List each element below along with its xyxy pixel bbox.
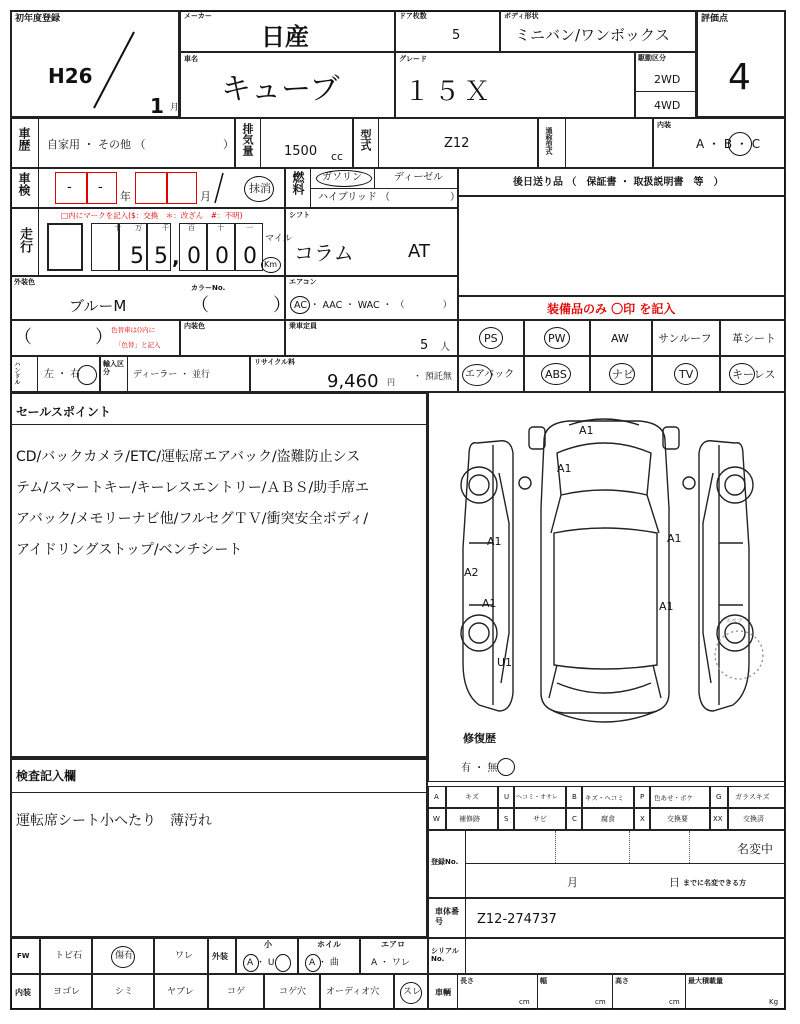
serial-label: シリアルNo. <box>431 947 459 964</box>
digit-box-2: 万 5 <box>119 223 147 271</box>
aircon-value: AC ・ AAC ・ WAC ・ （ ） <box>294 300 453 311</box>
equip-sunroof: サンルーフ <box>652 320 720 356</box>
legend-code-b: B <box>566 786 582 808</box>
damage-mark-roof-front: A1 <box>579 424 594 437</box>
handle-label: ハンドル <box>13 361 20 385</box>
dim-div-3 <box>612 975 613 1009</box>
legend-code-g: G <box>710 786 728 808</box>
import-label: 輸入区分 <box>103 360 124 376</box>
sales-point-label: セールスポイント <box>16 405 111 419</box>
equipment-row-1 <box>458 320 786 356</box>
equip-ps: PS <box>458 320 524 356</box>
model-name-label: 車名 <box>184 55 198 63</box>
equip-abs: ABS <box>524 356 590 392</box>
legend-code-a: A <box>428 786 446 808</box>
expired-circle <box>244 176 274 202</box>
mileage-digits <box>91 223 263 271</box>
score-label: 評価点 <box>701 14 729 24</box>
shift-type: AT <box>408 241 430 262</box>
maker-label: メーカー <box>184 12 212 20</box>
equip-navi: ナビ <box>590 356 652 392</box>
mileage-cell <box>10 208 292 276</box>
mileage-big-box <box>47 223 83 271</box>
legend-desc-c: 腐食 <box>582 808 634 830</box>
repair-history-value: 有 ・ 無 <box>461 763 498 774</box>
legend-desc-s: サビ <box>514 808 566 830</box>
fw-item-2: 傷有 <box>92 938 154 974</box>
height-unit: cm <box>669 998 680 1006</box>
equip-keyless: キーレス <box>720 356 786 392</box>
doors-label: ドア枚数 <box>399 12 427 20</box>
damage-mark-right-door: A1 <box>667 532 682 545</box>
drive-2wd: 2WD <box>654 73 681 86</box>
mileage-km: Km <box>264 260 278 269</box>
int-item-3: ヤブレ <box>154 974 208 1010</box>
history-cell <box>10 118 235 168</box>
equip-pw-circle <box>544 327 570 349</box>
registration-tick-3 <box>689 831 690 863</box>
exterior-color-label: 外装色 <box>14 278 35 286</box>
fuel-divider-h <box>310 188 457 189</box>
equip-airbag: エアバック <box>458 356 524 392</box>
int-item-6: オーディオ穴 <box>320 974 394 1010</box>
dimensions-cell <box>428 974 786 1010</box>
digit-box-3: 千 5 <box>147 223 171 271</box>
recycle-deposit: ・ 預託無 <box>413 372 452 382</box>
exterior-label-cell: 外装 <box>208 938 236 974</box>
common-type-cell <box>538 118 653 168</box>
history-close: ） <box>223 138 234 151</box>
int-item-1: ヨゴレ <box>40 974 92 1010</box>
registration-label: 登録No. <box>431 858 459 866</box>
inspection-era-box1: - <box>55 172 87 204</box>
type-value: Z12 <box>444 136 470 151</box>
registration-divider-h <box>465 863 785 864</box>
color-change-open: （ <box>14 327 32 348</box>
car-outline-diagram <box>429 393 787 783</box>
interior-grade-value: A ・ B ・ C <box>696 137 761 151</box>
serial-divider <box>465 939 466 973</box>
recycle-label: リサイクル料 <box>254 358 296 366</box>
doors-value: 5 <box>452 28 461 43</box>
body-label: ボディ形状 <box>504 12 539 20</box>
drive-divider <box>636 91 695 92</box>
score-cell <box>696 10 786 118</box>
recycle-yen: 円 <box>387 378 395 387</box>
equipment-note: 装備品のみ 〇印 を記入 <box>547 302 676 316</box>
import-cell <box>100 356 250 392</box>
damage-legend <box>428 786 786 830</box>
equip-navi-circle <box>609 363 635 385</box>
equip-tv: TV <box>652 356 720 392</box>
shift-cell <box>285 208 458 276</box>
drive-4wd: 4WD <box>654 99 681 112</box>
dim-div-2 <box>537 975 538 1009</box>
int-label-cell: 内装 <box>10 974 40 1010</box>
sales-line-1: CD/バックカメラ/ETC/運転席エアバック/盗難防止シス <box>16 449 361 465</box>
history-divider <box>38 119 39 167</box>
model-name-value: キューブ <box>221 72 340 107</box>
first-reg-era: H26 <box>48 64 93 88</box>
legend-code-xx: XX <box>710 808 728 830</box>
legend-code-x: X <box>634 808 650 830</box>
registration-month: 月 <box>567 876 578 889</box>
mileage-divider <box>38 209 39 275</box>
capacity-label: 乗車定員 <box>289 322 317 330</box>
check-divider <box>12 792 426 793</box>
equip-leather: 革シート <box>720 320 786 356</box>
vehicle-number-cell <box>428 898 786 938</box>
length-unit: cm <box>519 998 530 1006</box>
exterior-color-cell <box>10 276 291 320</box>
mileage-mile: マイル <box>265 234 292 244</box>
docs-text: 後日送り品 （ 保証書 ・ 取扱説明書 等 ） <box>513 177 724 188</box>
legend-desc-b: キズ・ヘコミ <box>582 786 634 808</box>
legend-code-c: C <box>566 808 582 830</box>
recycle-value: 9,460 <box>327 371 379 392</box>
fw-item-1: トビ石 <box>40 938 92 974</box>
equip-keyless-circle <box>729 363 755 385</box>
width-unit: cm <box>595 998 606 1006</box>
capacity-unit: 人 <box>440 342 450 353</box>
type-label: 型式 <box>359 129 372 151</box>
vehicle-number-value: Z12-274737 <box>477 912 557 927</box>
handle-value: 左 ・ 右 <box>44 369 81 380</box>
legend-row-2 <box>428 808 786 830</box>
int-item-5: コゲ穴 <box>264 974 320 1010</box>
first-registration-cell <box>10 10 180 118</box>
legend-code-p: P <box>634 786 650 808</box>
score-value: 4 <box>728 57 751 98</box>
maker-cell <box>180 10 395 52</box>
interior-grade-cell <box>653 118 786 168</box>
int-item-4: コゲ <box>208 974 264 1010</box>
load-unit: Kg <box>769 998 779 1006</box>
sales-line-4: アイドリングストップ/ベンチシート <box>16 542 243 558</box>
aircon-label: エアコン <box>289 278 317 286</box>
legend-desc-w: 補修跡 <box>446 808 498 830</box>
interior-row <box>10 974 428 1010</box>
sales-point-divider <box>12 424 426 425</box>
displacement-divider <box>260 119 261 167</box>
handle-cell <box>10 356 100 392</box>
length-label: 長さ <box>460 977 474 985</box>
dimensions-label: 車輌 <box>435 988 451 997</box>
sales-line-3: アバック/メモリーナビ他/フルセグＴＶ/衝突安全ボディ/ <box>16 511 369 527</box>
shift-label: シフト <box>289 211 310 219</box>
inspection-year-unit: 年 <box>120 190 131 203</box>
exterior-wheel: ホイル A ・ 曲 <box>298 938 360 974</box>
model-name-cell <box>180 52 395 118</box>
equip-abs-circle <box>541 363 571 385</box>
sales-line-2: テム/スマートキー/キーレスエントリー/ＡＢＳ/助手席エ <box>16 480 370 496</box>
legend-desc-a: キズ <box>446 786 498 808</box>
grade-cell <box>395 52 635 118</box>
aircon-circle <box>290 296 310 314</box>
digit-comma: , <box>172 245 180 269</box>
color-no-label: カラーNo. <box>191 284 226 292</box>
interior-grade-circle <box>728 132 752 156</box>
registration-day: 日 <box>669 876 680 889</box>
vehicle-number-divider <box>465 899 466 937</box>
exterior-small-circle-a <box>243 954 259 972</box>
inspection-month-unit: 月 <box>200 190 211 203</box>
first-reg-label: 初年度登録 <box>15 14 61 24</box>
interior-color-cell <box>180 320 285 356</box>
registration-cell <box>428 830 786 898</box>
check-label: 検査記入欄 <box>16 769 77 783</box>
drive-cell <box>635 52 696 118</box>
fuel-divider-v2 <box>374 169 375 188</box>
displacement-cell <box>235 118 353 168</box>
dim-div-4 <box>685 975 686 1009</box>
docs-cell <box>458 168 786 196</box>
exterior-small: 小 A ・ U <box>236 938 298 974</box>
fuel-label: 燃料 <box>291 171 305 195</box>
fw-item-3: ワレ <box>154 938 208 974</box>
displacement-value: 1500 <box>284 144 318 159</box>
legend-desc-xx: 交換済 <box>728 808 786 830</box>
first-reg-month: 1 <box>150 94 164 118</box>
damage-mark-hood: A1 <box>557 462 572 475</box>
sales-point-cell <box>10 392 428 758</box>
handle-divider <box>37 357 38 391</box>
shift-value: コラム <box>294 241 354 265</box>
fuel-cell <box>285 168 458 208</box>
grade-value: １５Ｘ <box>404 77 495 107</box>
interior-color-label: 内装色 <box>184 322 205 330</box>
fuel-other: （ ） <box>380 192 460 203</box>
capacity-value: 5 <box>420 338 429 353</box>
registration-tick-2 <box>629 831 630 863</box>
handle-circle <box>77 365 97 385</box>
fw-row <box>10 938 428 974</box>
maker-value: 日産 <box>261 23 309 51</box>
color-change-note1: 色替車は()内に <box>111 326 156 334</box>
interior-grade-label: 内装 <box>657 121 671 129</box>
exterior-color-value: ブルーM <box>69 297 127 315</box>
digit-box-4: 百 0 <box>179 223 207 271</box>
inspection-cell <box>10 168 285 208</box>
spare-label: スペア <box>725 618 744 625</box>
equip-pw: PW <box>524 320 590 356</box>
equip-aw: AW <box>590 320 652 356</box>
legend-code-u: U <box>498 786 514 808</box>
int-item-7: スレ <box>394 974 428 1010</box>
dim-div-1 <box>457 975 458 1009</box>
inspection-era-box2: - <box>87 172 117 204</box>
inspection-label: 車検 <box>17 172 31 196</box>
body-cell <box>500 10 696 52</box>
legend-desc-g: ガラスキズ <box>728 786 786 808</box>
registration-deadline: までに名変できる方 <box>683 879 746 887</box>
displacement-cc: cc <box>331 150 344 163</box>
color-no-close: ） <box>273 295 291 316</box>
legend-code-w: W <box>428 808 446 830</box>
capacity-cell <box>285 320 458 356</box>
damage-mark-left-side: A2 <box>464 566 479 579</box>
type-cell <box>353 118 538 168</box>
int-item-7-circle <box>400 982 422 1004</box>
docs-blank <box>458 196 786 296</box>
registration-tick-1 <box>555 831 556 863</box>
recycle-cell <box>250 356 458 392</box>
fw-item-2-circle <box>111 946 135 968</box>
body-value: ミニバン/ワンボックス <box>515 26 670 44</box>
equipment-row-2 <box>458 356 786 392</box>
type-divider <box>378 119 379 167</box>
fuel-hybrid: ハイブリッド <box>318 192 377 203</box>
equip-ps-circle <box>479 327 503 349</box>
legend-code-s: S <box>498 808 514 830</box>
import-value: ディーラー ・ 並行 <box>133 370 211 380</box>
serial-cell <box>428 938 786 974</box>
legend-desc-x: 交換要 <box>650 808 710 830</box>
exterior-wheel-circle <box>305 954 321 972</box>
repair-none-circle <box>497 758 515 776</box>
repair-history-label: 修復歴 <box>463 732 496 745</box>
fuel-diesel: ディーゼル <box>394 172 443 183</box>
common-type-divider <box>565 119 566 167</box>
color-no-open: （ <box>191 295 209 316</box>
mileage-note: □内にマークを記入($：交換 ＊：改ざん #：不明) <box>61 211 243 220</box>
first-reg-month-unit: 月 <box>170 103 180 113</box>
doors-cell <box>395 10 500 52</box>
common-type-label: 通称型式 <box>545 127 553 155</box>
name-change-label: 名変中 <box>737 842 774 856</box>
car-diagram-cell <box>428 392 786 782</box>
digit-box-6: 一 0 <box>235 223 263 271</box>
damage-mark-left-door: A1 <box>487 535 502 548</box>
exterior-aero: エアロ A ・ ワレ <box>360 938 428 974</box>
equip-airbag-circle <box>462 364 492 386</box>
damage-mark-rear: U1 <box>497 656 513 669</box>
gasoline-circle <box>316 170 372 187</box>
legend-desc-p: 色あせ・ボケ <box>650 786 710 808</box>
width-label: 幅 <box>540 977 547 985</box>
digit-box-1: 十 <box>91 223 119 271</box>
fuel-gasoline: ガソリン <box>322 172 362 183</box>
exterior-small-circle-u <box>275 954 291 972</box>
registration-divider-v <box>465 831 466 897</box>
legend-row-1 <box>428 786 786 808</box>
displacement-label: 排気量 <box>241 123 254 156</box>
inspection-expired: 抹消 <box>249 182 271 195</box>
import-divider <box>127 357 128 391</box>
damage-mark-right-rear: A1 <box>659 600 674 613</box>
vehicle-number-label: 車体番号 <box>435 907 459 926</box>
color-change-note2: 「色替」と記入 <box>115 341 161 349</box>
color-change-cell <box>10 320 180 356</box>
mileage-label: 走行 <box>17 227 32 253</box>
check-text: 運転席シート小へたり 薄汚れ <box>16 813 212 829</box>
history-text: 自家用 ・ その他 （ <box>47 138 146 151</box>
check-cell <box>10 758 428 938</box>
color-change-close: ） <box>95 327 113 348</box>
equipment-note-cell <box>458 296 786 320</box>
fw-label-cell: FW <box>10 938 40 974</box>
aircon-cell <box>285 276 458 320</box>
km-circle <box>261 257 281 273</box>
grade-label: グレード <box>399 55 427 63</box>
int-item-2: シミ <box>92 974 154 1010</box>
damage-mark-left-rear: A1 <box>482 597 497 610</box>
height-label: 高さ <box>615 977 629 985</box>
drive-label: 駆動区分 <box>638 54 666 62</box>
history-label: 車歴 <box>17 127 31 151</box>
load-label: 最大積載量 <box>688 977 723 985</box>
digit-box-5: 十 0 <box>207 223 235 271</box>
equip-tv-circle <box>674 363 698 385</box>
legend-desc-u: ヘコミ・オサレ <box>514 786 566 808</box>
